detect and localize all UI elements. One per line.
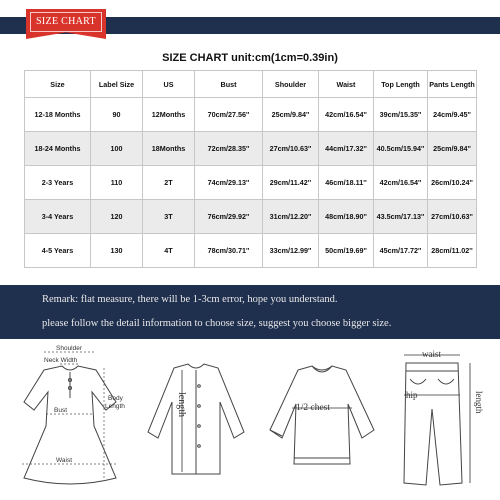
- header-bust: Bust: [195, 71, 263, 98]
- table-cell: 18-24 Months: [25, 132, 91, 166]
- table-cell: 2T: [143, 166, 195, 200]
- table-cell: 33cm/12.99'': [263, 234, 319, 268]
- table-cell: 27cm/10.63'': [263, 132, 319, 166]
- sweater-diagram: [262, 360, 382, 472]
- header-shoulder: Shoulder: [263, 71, 319, 98]
- table-row: [25, 166, 477, 200]
- table-cell: 48cm/18.90'': [319, 200, 374, 234]
- table-row: [25, 200, 477, 234]
- table-cell: 24cm/9.45'': [428, 98, 477, 132]
- table-cell: 78cm/30.71'': [195, 234, 263, 268]
- dress-body-label: Body: [108, 395, 123, 402]
- table-cell: 44cm/17.32'': [319, 132, 374, 166]
- dress-length-label: Length: [105, 403, 125, 410]
- sweater-icon: [262, 360, 382, 472]
- table-cell: 70cm/27.56'': [195, 98, 263, 132]
- size-table: [24, 70, 477, 268]
- table-row: [25, 98, 477, 132]
- size-chart-badge-label: SIZE CHART: [30, 12, 102, 32]
- table-cell: 31cm/12.20'': [263, 200, 319, 234]
- table-cell: 42cm/16.54'': [319, 98, 374, 132]
- table-cell: 4-5 Years: [25, 234, 91, 268]
- header-label-size: Label Size: [91, 71, 143, 98]
- header-pants-length: Pants Length: [428, 71, 477, 98]
- shirt-diagram: [136, 362, 256, 478]
- table-cell: 4T: [143, 234, 195, 268]
- table-cell: 120: [91, 200, 143, 234]
- shirt-icon: [136, 362, 256, 478]
- pants-hip-label: hip: [406, 390, 418, 400]
- table-cell: 3-4 Years: [25, 200, 91, 234]
- table-cell: 28cm/11.02'': [428, 234, 477, 268]
- table-cell: 50cm/19.69'': [319, 234, 374, 268]
- header-us: US: [143, 71, 195, 98]
- table-cell: 29cm/11.42'': [263, 166, 319, 200]
- table-cell: 110: [91, 166, 143, 200]
- chart-title: SIZE CHART unit:cm(1cm=0.39in): [162, 52, 338, 64]
- header-waist: Waist: [319, 71, 374, 98]
- table-cell: 76cm/29.92'': [195, 200, 263, 234]
- dress-neck-label: Neck Width: [44, 357, 78, 364]
- table-row: [25, 132, 477, 166]
- dress-waist-label: Waist: [56, 457, 73, 464]
- table-cell: 43.5cm/17.13'': [374, 200, 428, 234]
- table-cell: 45cm/17.72'': [374, 234, 428, 268]
- pants-waist-label: waist: [422, 349, 441, 359]
- dress-diagram: [4, 340, 134, 500]
- table-cell: 42cm/16.54'': [374, 166, 428, 200]
- table-header-row: [25, 71, 477, 98]
- pants-length-label: length: [474, 391, 484, 414]
- table-cell: 27cm/10.63'': [428, 200, 477, 234]
- dress-shoulder-label: Shoulder: [56, 345, 83, 352]
- table-cell: 12-18 Months: [25, 98, 91, 132]
- sweater-chest-label: 1/2 chest: [296, 403, 331, 413]
- pants-icon: [384, 345, 496, 495]
- table-cell: 3T: [143, 200, 195, 234]
- table-cell: 25cm/9.84'': [428, 132, 477, 166]
- table-cell: 39cm/15.35'': [374, 98, 428, 132]
- pants-diagram: [384, 345, 496, 495]
- table-cell: 18Months: [143, 132, 195, 166]
- remark-line-2: please follow the detail information to choose size, suggest you choose bigger size.: [42, 318, 392, 329]
- table-cell: 74cm/29.13'': [195, 166, 263, 200]
- header-size: Size: [25, 71, 91, 98]
- shirt-length-label: length: [176, 392, 187, 417]
- header-top-length: Top Length: [374, 71, 428, 98]
- table-cell: 46cm/18.11'': [319, 166, 374, 200]
- table-cell: 25cm/9.84'': [263, 98, 319, 132]
- table-cell: 72cm/28.35'': [195, 132, 263, 166]
- table-cell: 130: [91, 234, 143, 268]
- table-cell: 12Months: [143, 98, 195, 132]
- dress-bust-label: Bust: [54, 407, 68, 414]
- table-row: [25, 234, 477, 268]
- table-cell: 2-3 Years: [25, 166, 91, 200]
- dress-icon: [4, 340, 134, 500]
- table-cell: 90: [91, 98, 143, 132]
- table-cell: 26cm/10.24'': [428, 166, 477, 200]
- remark-line-1: Remark: flat measure, there will be 1-3cm error, hope you understand.: [42, 294, 338, 305]
- table-cell: 100: [91, 132, 143, 166]
- table-cell: 40.5cm/15.94'': [374, 132, 428, 166]
